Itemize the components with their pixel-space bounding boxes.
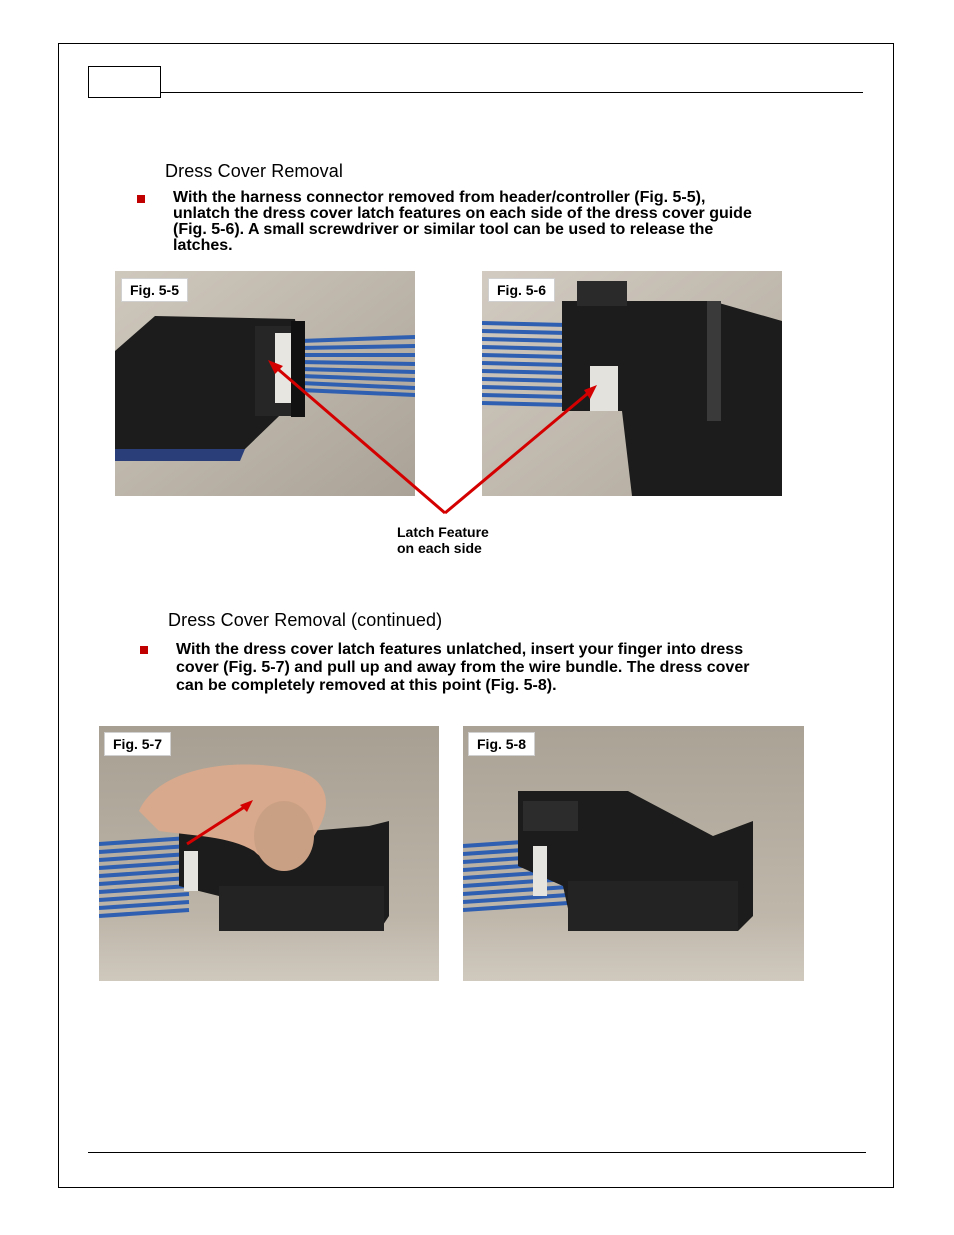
bullet-marker — [137, 195, 145, 203]
page-number-box — [88, 66, 161, 98]
instruction-line: latches. — [173, 237, 233, 254]
figure-label-5-7: Fig. 5-7 — [104, 732, 171, 756]
photo-fig-5-8 — [463, 726, 804, 981]
footer-rule — [88, 1152, 866, 1153]
photo-fig-5-5 — [115, 271, 415, 496]
bullet-marker — [140, 646, 148, 654]
instruction-paragraph-2 — [176, 641, 749, 695]
latch-feature-callout — [397, 524, 489, 556]
instruction-line: With the dress cover latch features unlatched, insert your finger into dress — [176, 641, 744, 658]
instruction-line: unlatch the dress cover latch features on each side of the dress cover guide — [173, 205, 752, 222]
instruction-paragraph-1 — [173, 190, 752, 254]
figure-label-5-8: Fig. 5-8 — [468, 732, 535, 756]
section-heading-dress-cover-removal: Dress Cover Removal — [165, 161, 343, 181]
instruction-line: (Fig. 5-6). A small screwdriver or similar tool can be used to release the — [173, 221, 714, 238]
instruction-line: can be completely removed at this point (Fig. 5-8). — [176, 677, 557, 694]
figure-label-5-5: Fig. 5-5 — [121, 278, 188, 302]
section-heading-dress-cover-removal-continued: Dress Cover Removal (continued) — [168, 610, 443, 630]
callout-line: Latch Feature — [397, 524, 489, 540]
photo-fig-5-6 — [482, 271, 782, 496]
header-rule — [161, 92, 863, 93]
instruction-line: cover (Fig. 5-7) and pull up and away from the wire bundle. The dress cover — [176, 659, 750, 676]
figure-label-5-6: Fig. 5-6 — [488, 278, 555, 302]
callout-line: on each side — [397, 540, 482, 556]
photo-fig-5-7 — [99, 726, 439, 981]
instruction-line: With the harness connector removed from header/controller (Fig. 5-5), — [173, 189, 706, 206]
